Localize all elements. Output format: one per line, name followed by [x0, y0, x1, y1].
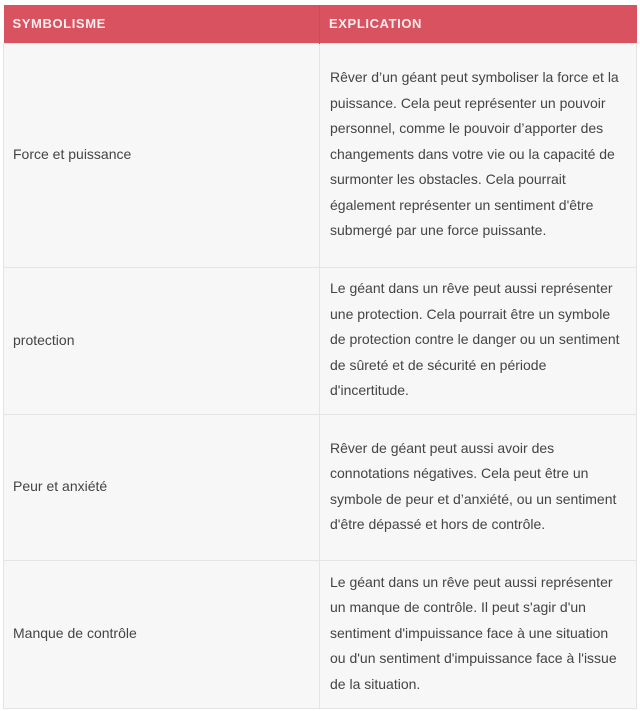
- table-body: [4, 43, 637, 708]
- header-row: [4, 5, 637, 43]
- symbol-cell: Force et puissance: [4, 43, 320, 267]
- explanation-cell: Le géant dans un rêve peut aussi représenter un manque de contrôle. Il peut s'agir d'un sentiment d'impuissance face à une situation ou d'un sentiment d'impuissance face à l'issue de la situation.: [320, 560, 637, 708]
- explanation-cell: Le géant dans un rêve peut aussi représenter une protection. Cela pourrait être un symbole de protection contre le danger ou un sentiment de sûreté et de sécurité en période d'incertitude.: [320, 267, 637, 414]
- symbolism-table-container: [3, 5, 636, 709]
- table-header: [4, 5, 637, 43]
- symbolism-table: [3, 5, 637, 709]
- symbol-cell: Peur et anxiété: [4, 414, 320, 560]
- column-header-explanation: EXPLICATION: [320, 5, 637, 43]
- symbol-cell: Manque de contrôle: [4, 560, 320, 708]
- table-row: [4, 43, 637, 267]
- explanation-cell: Rêver de géant peut aussi avoir des connotations négatives. Cela peut être un symbole de peur et d’anxiété, ou un sentiment d'être dépassé et hors de contrôle.: [320, 414, 637, 560]
- column-header-symbolism: SYMBOLISME: [4, 5, 320, 43]
- table-row: [4, 560, 637, 708]
- table-row: [4, 267, 637, 414]
- symbol-cell: protection: [4, 267, 320, 414]
- table-row: [4, 414, 637, 560]
- explanation-cell: Rêver d’un géant peut symboliser la force et la puissance. Cela peut représenter un pouvoir personnel, comme le pouvoir d’apporter des changements dans votre vie ou la capacité de surmonter les obstacles. Cela pourrait également représenter un sentiment d'être submergé par une force puissante.: [320, 43, 637, 267]
